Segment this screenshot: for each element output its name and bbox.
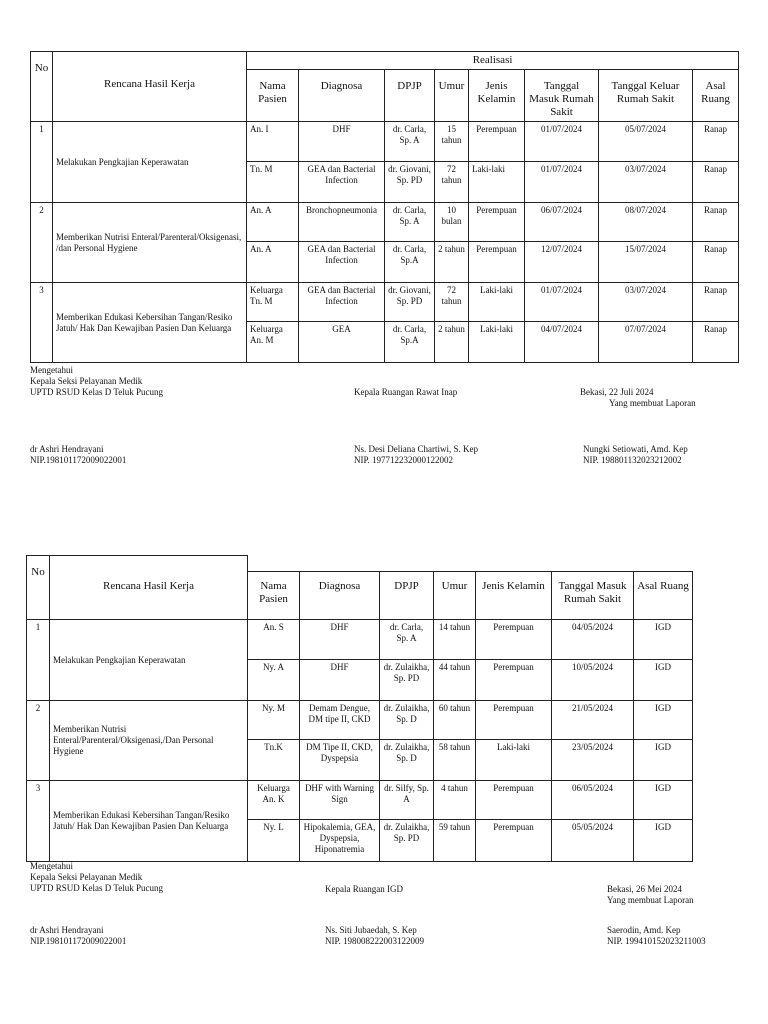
dpjp: dr. Zulaikha, Sp. D <box>380 740 434 781</box>
header-asal-ruang: Asal Ruang <box>634 572 693 620</box>
diagnosis: GEA dan Bacterial Infection <box>299 283 385 322</box>
age: 72 tahun <box>435 162 469 203</box>
admission-date: 04/05/2024 <box>552 620 634 660</box>
gender: Laki-laki <box>469 283 525 322</box>
header-jenis-kelamin: Jenis Kelamin <box>476 572 552 620</box>
age: 60 tahun <box>434 701 476 740</box>
header-no: No <box>31 52 53 122</box>
report-table-ranap <box>30 51 739 363</box>
patient-name: Keluarga Tn. M <box>247 283 299 322</box>
origin-room: Ranap <box>693 122 739 162</box>
maker-signatory <box>607 925 706 947</box>
patient-name: Tn.K <box>248 740 300 781</box>
patient-name: An. A <box>247 203 299 242</box>
kasi-signatory <box>30 925 126 947</box>
dpjp: dr. Carla, Sp. A <box>385 122 435 162</box>
dpjp: dr. Zulaikha, Sp. PD <box>380 660 434 701</box>
maker-nip: NIP. 198801132023212002 <box>583 455 682 465</box>
age: 15 tahun <box>435 122 469 162</box>
kasi-nip: NIP.198101172009022001 <box>30 455 127 465</box>
admission-date: 23/05/2024 <box>552 740 634 781</box>
diagnosis: GEA <box>299 322 385 363</box>
kasi-signatory <box>30 444 126 466</box>
kasi-unit: UPTD RSUD Kelas D Teluk Pucung <box>30 883 163 893</box>
kasi-title: Kepala Seksi Pelayanan Medik <box>30 872 143 882</box>
patient-name: Tn. M <box>247 162 299 203</box>
mengetahui-label: Mengetahui <box>30 861 73 871</box>
gender: Perempuan <box>476 820 552 862</box>
origin-room: Ranap <box>693 162 739 203</box>
gender: Perempuan <box>469 242 525 283</box>
patient-name: An. A <box>247 242 299 283</box>
diagnosis: DHF <box>299 122 385 162</box>
dpjp: dr. Giovani, Sp. PD <box>385 283 435 322</box>
patient-name: Keluarga An. K <box>248 781 300 820</box>
age: 72 tahun <box>435 283 469 322</box>
patient-name: Keluarga An. M <box>247 322 299 363</box>
origin-room: IGD <box>634 620 693 660</box>
karu-name: Ns. Siti Jubaedah, S. Kep <box>325 925 417 935</box>
diagnosis: GEA dan Bacterial Infection <box>299 162 385 203</box>
header-tanggal-masuk: Tanggal Masuk Rumah Sakit <box>525 70 599 122</box>
diagnosis: DHF <box>300 620 380 660</box>
discharge-date: 03/07/2024 <box>599 283 693 322</box>
header-dpjp: DPJP <box>380 572 434 620</box>
report-maker-label: Yang membuat Laporan <box>609 398 696 408</box>
discharge-date: 03/07/2024 <box>599 162 693 203</box>
report-maker-label: Yang membuat Laporan <box>607 895 694 905</box>
diagnosis: DHF with Warning Sign <box>300 781 380 820</box>
dpjp: dr. Zulaikha, Sp. PD <box>380 820 434 862</box>
age: 58 tahun <box>434 740 476 781</box>
table-row <box>27 620 693 660</box>
diagnosis: Hipokalemia, GEA, Dyspepsia, Hiponatremia <box>300 820 380 862</box>
gender: Laki-laki <box>476 740 552 781</box>
task-description: Memberikan Nutrisi Enteral/Parenteral/Oksigenasi,/Dan Personal Hygiene <box>50 701 248 781</box>
karu-nip: NIP. 198008222003122009 <box>325 936 425 946</box>
discharge-date: 08/07/2024 <box>599 203 693 242</box>
admission-date: 21/05/2024 <box>552 701 634 740</box>
age: 2 tahun <box>435 242 469 283</box>
origin-room: IGD <box>634 660 693 701</box>
patient-name: Ny. A <box>248 660 300 701</box>
admission-date: 04/07/2024 <box>525 322 599 363</box>
gender: Perempuan <box>469 203 525 242</box>
karu-signatory <box>325 925 424 947</box>
header-nama-pasien: Nama Pasien <box>247 70 299 122</box>
dpjp: dr. Giovani, Sp. PD <box>385 162 435 203</box>
header-tanggal-keluar: Tanggal Keluar Rumah Sakit <box>599 70 693 122</box>
admission-date: 01/07/2024 <box>525 122 599 162</box>
table-row <box>31 283 739 322</box>
row-number: 3 <box>27 781 50 862</box>
header-rencana: Rencana Hasil Kerja <box>50 556 248 620</box>
gender: Laki-laki <box>469 162 525 203</box>
patient-name: An. I <box>247 122 299 162</box>
karu-nip: NIP. 197712232000122002 <box>354 455 454 465</box>
row-number: 2 <box>27 701 50 781</box>
header-umur: Umur <box>435 70 469 122</box>
gender: Perempuan <box>476 701 552 740</box>
age: 44 tahun <box>434 660 476 701</box>
table-row <box>31 122 739 162</box>
kasi-nip: NIP.198101172009022001 <box>30 936 127 946</box>
report-table-igd <box>26 555 693 862</box>
header-diagnosa: Diagnosa <box>300 572 380 620</box>
origin-room: Ranap <box>693 203 739 242</box>
diagnosis: Bronchopneumonia <box>299 203 385 242</box>
header-spacer <box>248 556 693 572</box>
table-row <box>27 701 693 740</box>
maker-name: Saerodin, Amd. Kep <box>607 925 681 935</box>
table-row <box>27 781 693 820</box>
maker-name: Nungki Setiowati, Amd. Kep <box>583 444 688 454</box>
discharge-date: 15/07/2024 <box>599 242 693 283</box>
gender: Perempuan <box>476 660 552 701</box>
kasi-unit: UPTD RSUD Kelas D Teluk Pucung <box>30 387 163 397</box>
dpjp: dr. Zulaikha, Sp. D <box>380 701 434 740</box>
diagnosis: Demam Dengue, DM tipe II, CKD <box>300 701 380 740</box>
row-number: 2 <box>31 203 53 283</box>
patient-name: An. S <box>248 620 300 660</box>
maker-signatory <box>583 444 688 466</box>
task-description: Melakukan Pengkajian Keperawatan <box>53 122 247 203</box>
header-dpjp: DPJP <box>385 70 435 122</box>
row-number: 1 <box>31 122 53 203</box>
maker-nip: NIP. 199410152023211003 <box>607 936 706 946</box>
row-number: 3 <box>31 283 53 363</box>
admission-date: 10/05/2024 <box>552 660 634 701</box>
signature-kasi <box>30 861 163 894</box>
header-rencana: Rencana Hasil Kerja <box>53 52 247 122</box>
gender: Perempuan <box>476 781 552 820</box>
karu-signatory <box>354 444 478 466</box>
report-place-date: Bekasi, 22 Juli 2024 <box>580 387 654 397</box>
diagnosis: GEA dan Bacterial Infection <box>299 242 385 283</box>
origin-room: IGD <box>634 781 693 820</box>
admission-date: 01/07/2024 <box>525 283 599 322</box>
kasi-title: Kepala Seksi Pelayanan Medik <box>30 376 143 386</box>
admission-date: 06/07/2024 <box>525 203 599 242</box>
dpjp: dr. Carla, Sp.A <box>385 322 435 363</box>
kasi-name: dr Ashri Hendrayani <box>30 444 104 454</box>
dpjp: dr. Carla, Sp. A <box>385 203 435 242</box>
header-jenis-kelamin: Jenis Kelamin <box>469 70 525 122</box>
header-nama-pasien: Nama Pasien <box>248 572 300 620</box>
header-umur: Umur <box>434 572 476 620</box>
origin-room: IGD <box>634 740 693 781</box>
task-description: Memberikan Edukasi Kebersihan Tangan/Resiko Jatuh/ Hak Dan Kewajiban Pasien Dan Keluarga <box>53 283 247 363</box>
admission-date: 01/07/2024 <box>525 162 599 203</box>
admission-date: 05/05/2024 <box>552 820 634 862</box>
diagnosis: DHF <box>300 660 380 701</box>
diagnosis: DM Tipe II, CKD, Dyspepsia <box>300 740 380 781</box>
task-description: Memberikan Nutrisi Enteral/Parenteral/Oksigenasi, /dan Personal Hygiene <box>53 203 247 283</box>
patient-name: Ny. L <box>248 820 300 862</box>
karu-title: Kepala Ruangan IGD <box>325 884 403 894</box>
origin-room: Ranap <box>693 283 739 322</box>
admission-date: 12/07/2024 <box>525 242 599 283</box>
age: 14 tahun <box>434 620 476 660</box>
origin-room: IGD <box>634 701 693 740</box>
header-diagnosa: Diagnosa <box>299 70 385 122</box>
report-place-date: Bekasi, 26 Mei 2024 <box>607 884 682 894</box>
task-description: Melakukan Pengkajian Keperawatan <box>50 620 248 701</box>
admission-date: 06/05/2024 <box>552 781 634 820</box>
dpjp: dr. Silfy, Sp. A <box>380 781 434 820</box>
patient-name: Ny. M <box>248 701 300 740</box>
origin-room: IGD <box>634 820 693 862</box>
origin-room: Ranap <box>693 242 739 283</box>
gender: Perempuan <box>469 122 525 162</box>
age: 2 tahun <box>435 322 469 363</box>
row-number: 1 <box>27 620 50 701</box>
gender: Perempuan <box>476 620 552 660</box>
karu-title: Kepala Ruangan Rawat Inap <box>354 387 458 397</box>
header-realisasi: Realisasi <box>247 52 739 70</box>
task-description: Memberikan Edukasi Kebersihan Tangan/Resiko Jatuh/ Hak Dan Kewajiban Pasien Dan Keluarga <box>50 781 248 862</box>
discharge-date: 07/07/2024 <box>599 322 693 363</box>
header-tanggal-masuk: Tanggal Masuk Rumah Sakit <box>552 572 634 620</box>
dpjp: dr. Carla, Sp. A <box>380 620 434 660</box>
age: 10 bulan <box>435 203 469 242</box>
age: 59 tahun <box>434 820 476 862</box>
age: 4 tahun <box>434 781 476 820</box>
karu-name: Ns. Desi Deliana Chartiwi, S. Kep <box>354 444 478 454</box>
dpjp: dr. Carla, Sp.A <box>385 242 435 283</box>
mengetahui-label: Mengetahui <box>30 365 73 375</box>
signature-kasi <box>30 365 163 398</box>
origin-room: Ranap <box>693 322 739 363</box>
gender: Laki-laki <box>469 322 525 363</box>
header-asal-ruang: Asal Ruang <box>693 70 739 122</box>
table-row <box>31 203 739 242</box>
discharge-date: 05/07/2024 <box>599 122 693 162</box>
kasi-name: dr Ashri Hendrayani <box>30 925 104 935</box>
header-no: No <box>27 556 50 620</box>
